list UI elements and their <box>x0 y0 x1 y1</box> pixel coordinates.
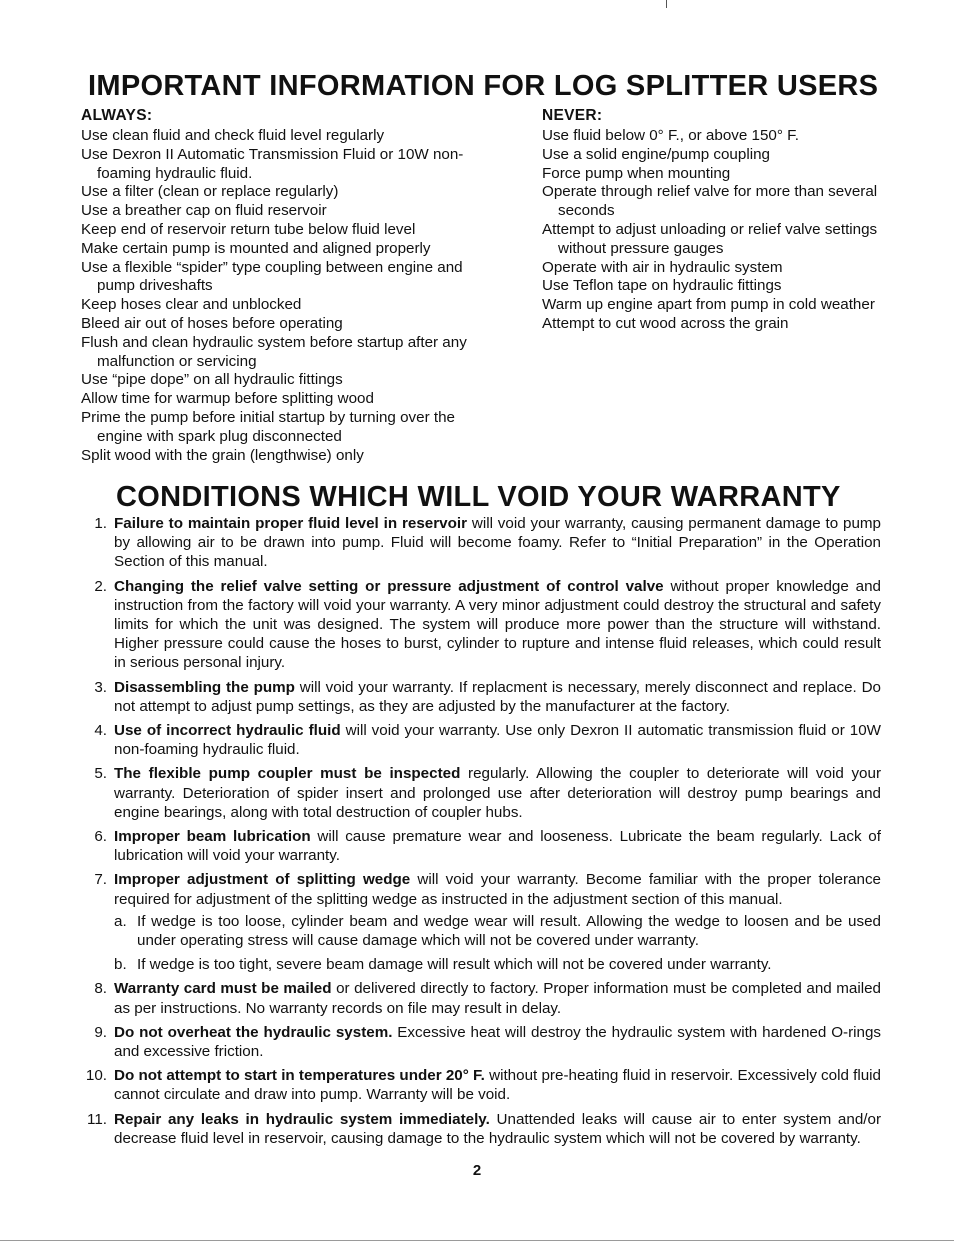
condition-heading: The flexible pump coupler must be inspected <box>114 765 461 783</box>
never-item: Warm up engine apart from pump in cold weather <box>542 296 875 314</box>
condition-text: will void your warranty. If replacment is necessary, merely disconnect and replace. Do not attempt to adjust pump settings, as they are adjusted by the manufacturer at the factory. <box>114 678 881 715</box>
condition-number: 4. <box>94 722 107 740</box>
never-item: Use fluid below 0° F., or above 150° F. <box>542 127 799 144</box>
always-item: Bleed air out of hoses before operating <box>81 314 343 332</box>
condition-text: will void your warranty. Use only Dexron II automatic transmission fluid or 10W non-foaming hydraulic fluid. <box>114 722 881 759</box>
always-heading: ALWAYS: <box>81 107 153 124</box>
condition-text: will cause premature wear and looseness. Lubricate the beam regularly. Lack of lubrication will void your warranty. <box>114 828 881 865</box>
condition-heading: Do not overheat the hydraulic system. <box>114 1023 393 1041</box>
condition-number: 8. <box>94 980 107 998</box>
condition-text: without pre-heating fluid in reservoir. Excessively cold fluid cannot circulate and draw into pump. Warranty will be void. <box>114 1067 882 1104</box>
condition-number: 9. <box>94 1023 107 1041</box>
always-item: Use Dexron II Automatic Transmission Fluid or 10W non-foaming hydraulic fluid. <box>81 145 464 182</box>
condition-text: will void your warranty, causing permanent damage to pump by allowing air to be drawn into pump. Fluid will become foamy. Refer to “Initial Preparation” in the Operation Section of this manual. <box>114 515 882 571</box>
condition-heading: Use of incorrect hydraulic fluid <box>114 722 341 740</box>
always-item: Use a breather cap on fluid reservoir <box>81 202 327 220</box>
always-item: Keep hoses clear and unblocked <box>81 296 302 314</box>
condition-heading: Disassembling the pump <box>114 678 295 696</box>
never-item: Use Teflon tape on hydraulic fittings <box>542 277 782 295</box>
never-list <box>542 127 922 334</box>
condition-text: or delivered directly to factory. Proper information must be completed and mailed as per instructions. No warranty records on file may result in delay. <box>114 980 881 1017</box>
condition-text: Unattended leaks will cause air to enter system and/or decrease fluid level in reservoir, causing damage to the hydraulic system which will not be covered by warranty. <box>114 1110 881 1147</box>
never-item: Operate through relief valve for more than several seconds <box>542 183 878 220</box>
footer-rule <box>0 1240 954 1241</box>
condition-number: 10. <box>85 1067 107 1085</box>
warranty-condition <box>81 1066 881 1104</box>
condition-heading: Do not attempt to start in temperatures under 20° F. <box>114 1067 485 1085</box>
scan-mark <box>666 0 667 8</box>
conditions-list <box>81 514 881 1148</box>
condition-text: without proper knowledge and instruction from the factory will void your warranty. A very minor adjustment could destroy the structural and safety limits for which the unit was designed. The system will produce more power than the structure will withstand. Higher pressure could cause the hoses to burst, cylinder to rupture and intense fluid releases, which could result in serious personal injury. <box>114 577 882 672</box>
always-item: Use clean fluid and check fluid level regularly <box>81 127 385 144</box>
warranty-condition <box>81 577 881 673</box>
warranty-condition <box>81 979 881 1017</box>
never-item: Attempt to cut wood across the grain <box>542 314 789 332</box>
warranty-condition <box>81 721 881 759</box>
always-item: Use a filter (clean or replace regularly) <box>81 183 339 201</box>
condition-sublist <box>114 912 881 975</box>
never-column <box>542 107 922 334</box>
subitem-text: If wedge is too loose, cylinder beam and wedge wear will result. Allowing the wedge to loosen and be used under operating stress will cause damage which will not be covered under warranty. <box>137 912 881 950</box>
always-list <box>81 127 501 465</box>
condition-heading: Improper adjustment of splitting wedge <box>114 871 411 889</box>
warranty-conditions <box>81 514 881 1153</box>
condition-number: 3. <box>94 678 107 696</box>
condition-number: 6. <box>94 828 107 846</box>
warranty-condition <box>81 678 881 716</box>
never-item: Use a solid engine/pump coupling <box>542 145 770 163</box>
subitem-letter: a. <box>114 912 127 930</box>
always-item: Use a flexible “spider” type coupling between engine and pump driveshafts <box>81 258 463 295</box>
condition-subitem <box>114 912 881 950</box>
page-number: 2 <box>472 1162 482 1179</box>
always-item: Allow time for warmup before splitting wood <box>81 390 374 408</box>
condition-number: 5. <box>94 765 107 783</box>
condition-subitem <box>114 955 881 974</box>
condition-heading: Repair any leaks in hydraulic system immediately. <box>114 1110 490 1128</box>
condition-heading: Changing the relief valve setting or pressure adjustment of control valve <box>114 577 664 595</box>
never-item: Force pump when mounting <box>542 164 731 182</box>
warranty-condition <box>81 827 881 865</box>
always-item: Use “pipe dope” on all hydraulic fittings <box>81 371 343 389</box>
warranty-condition <box>81 1023 881 1061</box>
never-item: Attempt to adjust unloading or relief valve settings without pressure gauges <box>542 220 878 257</box>
condition-text: regularly. Allowing the coupler to deteriorate will void your warranty. Deterioration of spider insert and prolonged use after deterioration will destroy pump bearings and engine bearings, along with total destruction of coupler hubs. <box>114 765 881 821</box>
condition-number: 11. <box>87 1110 107 1128</box>
condition-number: 2. <box>94 577 107 595</box>
warranty-condition <box>81 870 881 974</box>
condition-number: 1. <box>94 515 107 532</box>
warranty-condition <box>81 1110 881 1148</box>
never-item: Operate with air in hydraulic system <box>542 258 783 276</box>
warranty-title: CONDITIONS WHICH WILL VOID YOUR WARRANTY <box>116 481 841 513</box>
condition-number: 7. <box>94 871 107 889</box>
condition-heading: Failure to maintain proper fluid level in reservoir <box>114 515 467 532</box>
always-column <box>81 107 501 465</box>
always-item: Split wood with the grain (lengthwise) only <box>81 446 364 464</box>
subitem-text: If wedge is too tight, severe beam damage will result which will not be covered under warranty. <box>137 956 772 974</box>
subitem-letter: b. <box>114 956 127 974</box>
always-item: Keep end of reservoir return tube below fluid level <box>81 220 416 238</box>
warranty-condition <box>81 514 881 572</box>
page-title: IMPORTANT INFORMATION FOR LOG SPLITTER USERS <box>88 70 879 102</box>
condition-heading: Improper beam lubrication <box>114 828 311 846</box>
warranty-condition <box>81 764 881 822</box>
condition-heading: Warranty card must be mailed <box>114 980 332 998</box>
always-item: Make certain pump is mounted and aligned properly <box>81 239 431 257</box>
always-item: Prime the pump before initial startup by turning over the engine with spark plug disconnected <box>81 408 455 445</box>
always-item: Flush and clean hydraulic system before startup after any malfunction or servicing <box>81 333 467 370</box>
condition-text: Excessive heat will destroy the hydraulic system with hardened O-rings and excessive friction. <box>114 1023 881 1061</box>
condition-text: will void your warranty. Become familiar with the proper tolerance required for adjustment of the splitting wedge as instructed in the adjustment section of this manual. <box>114 871 881 908</box>
never-heading: NEVER: <box>542 107 603 124</box>
